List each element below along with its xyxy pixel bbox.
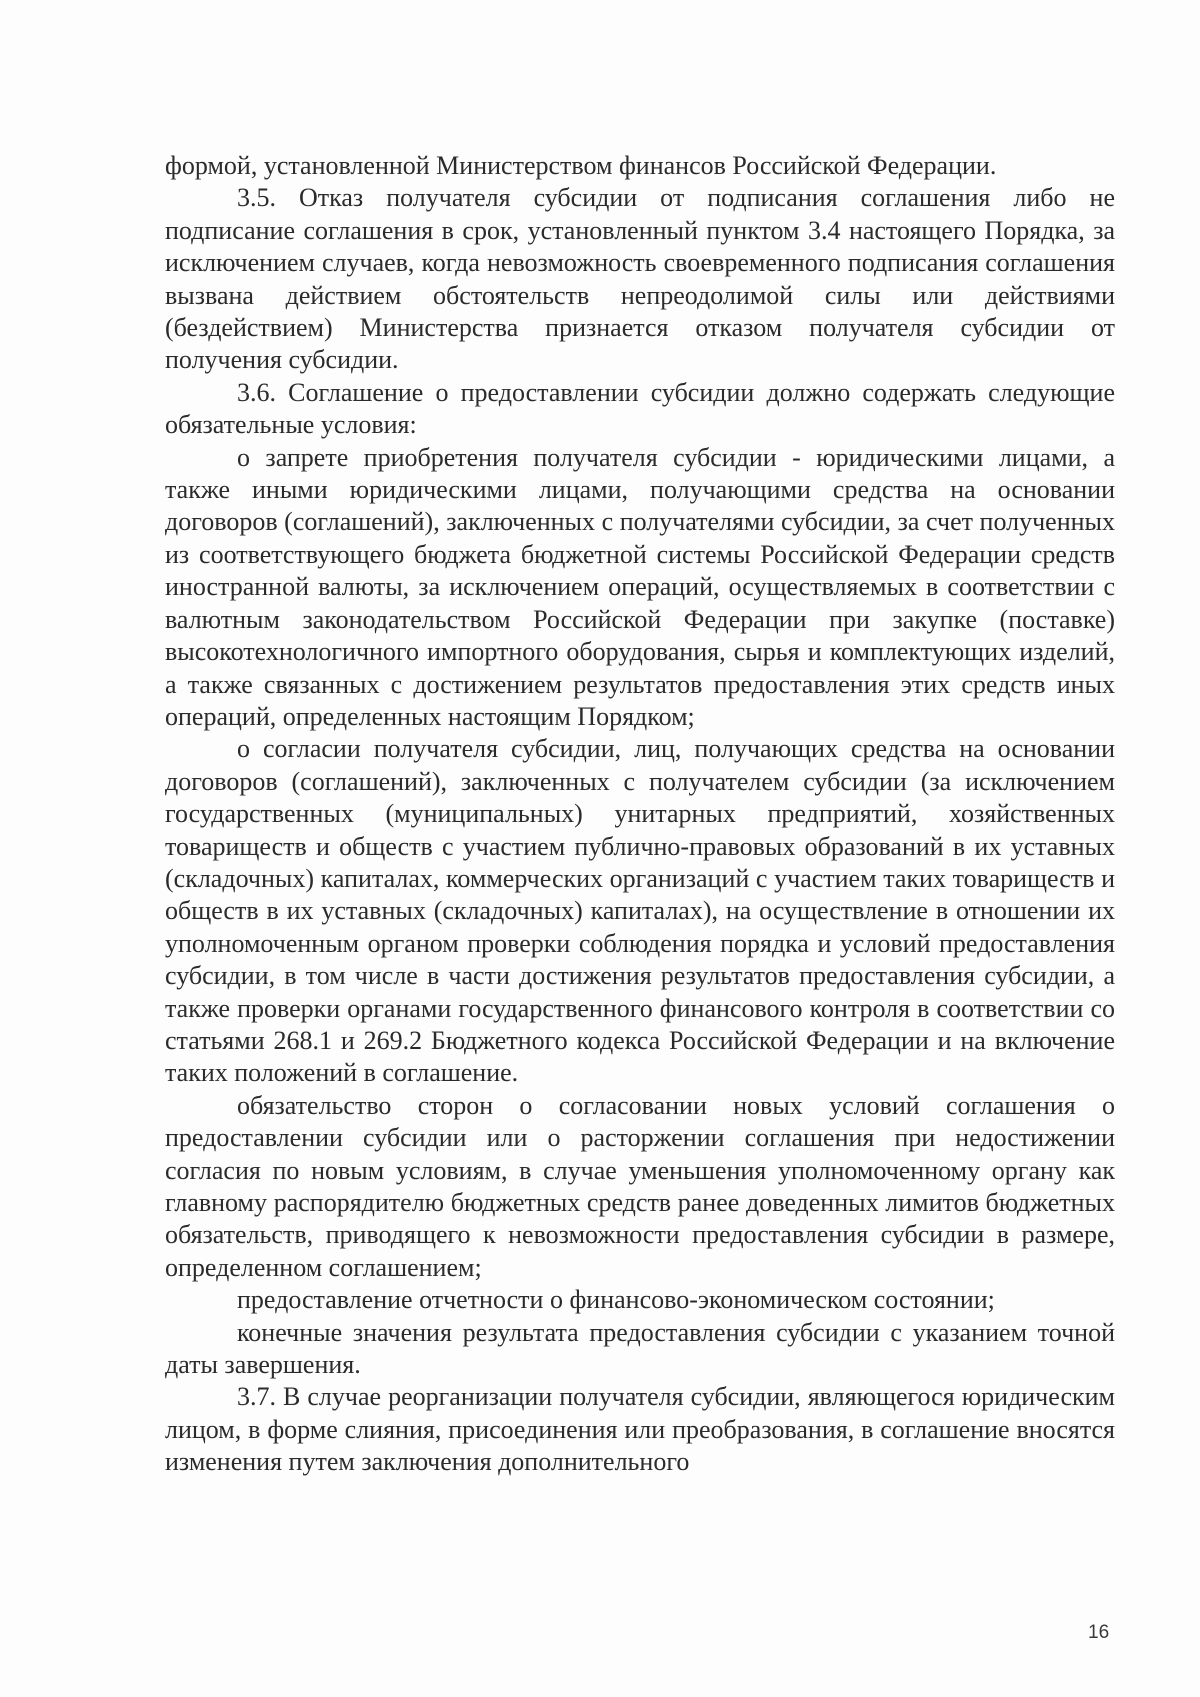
condition-renegotiation: обязательство сторон о согласовании новых условий соглашения о предоставлении субсидии или о расторжении соглашения при недостижении согласия по новым условиям, в случае уменьшения уполномоченному органу как главному распорядителю бюджетных средств ранее доведенных лимитов бюджетных обязательств, приводящего к невозможности предоставления субсидии в размере, определенном соглашением; — [165, 1090, 1115, 1282]
paragraph-continuation: формой, установленной Министерством финансов Российской Федерации. — [165, 151, 997, 180]
condition-currency-ban: о запрете приобретения получателя субсидии - юридическими лицами, а также иными юридическими лицами, получающими средства на основании договоров (соглашений), заключенных с получателями субсидии, за счет полученных из соответствующего бюджета бюджетной системы Российской Федерации средств иностранной валюты, за исключением операций, осуществляемых в соответствии с валютным законодательством Российской Федерации при закупке (поставке) высокотехнологичного импортного оборудования, сырья и комплектующих изделий, а также связанных с достижением результатов предоставления этих средств иных операций, определенных настоящим Порядком; — [165, 442, 1115, 731]
condition-consent-audit: о согласии получателя субсидии, лиц, получающих средства на основании договоров (соглашений), заключенных с получателем субсидии (за исключением государственных (муниципальных) унитарных предприятий, хозяйственных товариществ и обществ с участием публично-правовых образований в их уставных (складочных) капиталах, коммерческих организаций с участием таких товариществ и обществ в их уставных (складочных) капиталах), на осуществление в отношении их уполномоченным органом проверки соблюдения порядка и условий предоставления субсидии, в том числе в части достижения результатов предоставления субсидии, а также проверки органами государственного финансового контроля в соответствии со статьями 268.1 и 269.2 Бюджетного кодекса Российской Федерации и на включение таких положений в соглашение. — [165, 734, 1115, 1088]
paragraph-3-5: 3.5. Отказ получателя субсидии от подписания соглашения либо не подписание соглашения в срок, установленный пунктом 3.4 настоящего Порядка, за исключением случаев, когда невозможность своевременного подписания соглашения вызвана действием обстоятельств непреодолимой силы или действиями (бездействием) Министерства признается отказом получателя субсидии от получения субсидии. — [165, 183, 1115, 375]
page-number: 16 — [1088, 1622, 1110, 1643]
document-body — [165, 150, 1115, 1479]
condition-final-results: конечные значения результата предоставления субсидии с указанием точной даты завершения. — [165, 1317, 1115, 1380]
paragraph-3-7: 3.7. В случае реорганизации получателя субсидии, являющегося юридическим лицом, в форме слияния, присоединения или преобразования, в соглашение вносятся изменения путем заключения дополнительного — [165, 1382, 1115, 1477]
paragraph-3-6: 3.6. Соглашение о предоставлении субсидии должно содержать следующие обязательные условия: — [165, 377, 1115, 440]
condition-reporting: предоставление отчетности о финансово-экономическом состоянии; — [237, 1285, 995, 1315]
